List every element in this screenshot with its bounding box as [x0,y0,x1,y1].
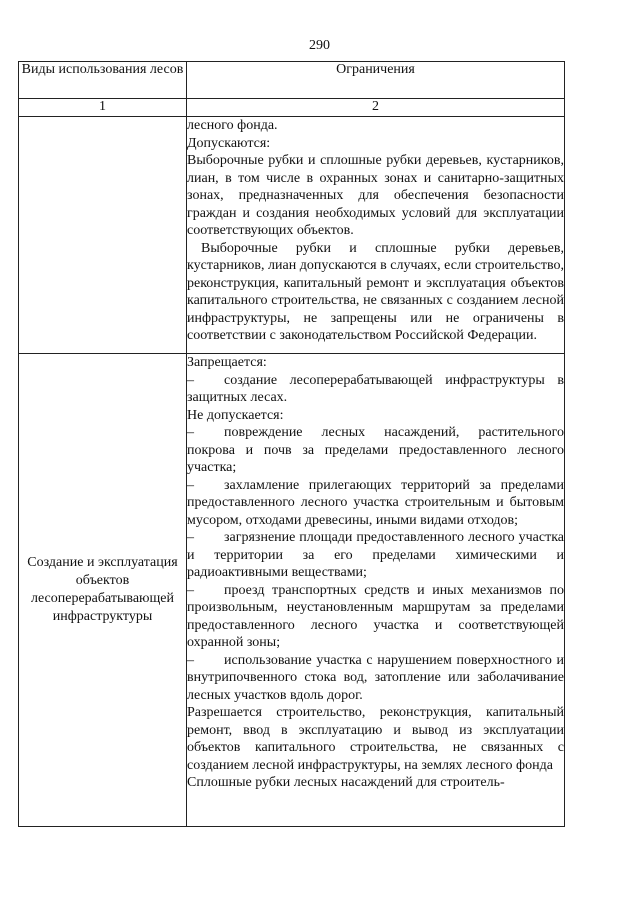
column-number-1: 1 [19,99,187,117]
column-number-row [19,99,565,117]
list-item-text: использование участка с нарушением поверхностного и внутрипочвенного стока вод, затопление или заболачивание лесных участков вдоль дорог. [187,652,564,703]
dash-mark: – [187,530,194,545]
dash-mark: – [187,652,194,668]
header-activity-types: Виды использования лесов [19,62,187,99]
list-item [187,582,564,652]
list-item-text: захламление прилегающих территорий за пределами предоставленного лесного участка строительным и бытовым мусором, отходами древесины, иными видами отходов; [187,477,564,528]
list-item-text: загрязнение площади предоставленного лесного участка и территории за его пределами химическими и радиоактивными веществами; [187,530,564,580]
restrictions-cell [187,117,565,354]
list-item-text: создание лесоперерабатывающей инфраструктуры в защитных лесах. [187,372,564,405]
dash-mark: – [187,425,194,440]
activity-cell: Создание и эксплуатация объектов лесоперерабатывающей инфраструктуры [19,354,187,827]
activity-cell [19,117,187,354]
restriction-heading: Не допускается: [187,407,284,423]
page-number: 290 [309,38,330,53]
table-header-row [19,62,565,99]
list-item [187,372,564,407]
list-item [187,652,564,705]
list-item [187,424,564,477]
table-row [19,117,565,354]
restriction-text: Выборочные рубки и сплошные рубки деревьев, кустарников, лиан, в том числе в охранных зонах и санитарно-защитных зонах, предназначенных для обеспечения безопасности граждан и создания необходимых условий для эксплуатации соответствующих объектов. [187,153,564,238]
table-row [19,354,565,827]
list-item [187,529,564,582]
restriction-text: лесного фонда. [187,118,278,133]
column-number-2: 2 [187,99,565,117]
restrictions-cell [187,354,565,827]
dash-mark: – [187,372,194,388]
list-item [187,477,564,530]
header-restrictions: Ограничения [187,62,565,99]
restriction-heading: Запрещается: [187,355,267,370]
dash-mark: – [187,477,194,493]
list-item-text: проезд транспортных средств и иных механизмов по произвольным, неустановленным маршрутам за пределами предоставленного лесного участка и соответствующей охранной зоны; [187,582,564,650]
restriction-text: Разрешается строительство, реконструкция, капитальный ремонт, ввод в эксплуатацию и вывод из эксплуатации объектов капитального строительства, не связанных с созданием лесной инфраструктуры, на землях лесного фонда [187,705,564,773]
list-item-text: повреждение лесных насаждений, растительного покрова и почв за пределами предоставленного лесного участка; [187,425,564,475]
restriction-heading: Допускаются: [187,135,271,151]
restriction-text: Сплошные рубки лесных насаждений для строитель- [187,775,505,790]
restrictions-table [18,61,565,827]
dash-mark: – [187,582,194,598]
restriction-text: Выборочные рубки и сплошные рубки деревьев, кустарников, лиан допускаются в случаях, если строительство, реконструкция, капитальный ремонт и эксплуатация объектов капитального строительства, не связанных с созданием лесной инфраструктуры, не запрещены или не ограничены в соответствии с законодательством Российской Федерации. [187,240,564,343]
